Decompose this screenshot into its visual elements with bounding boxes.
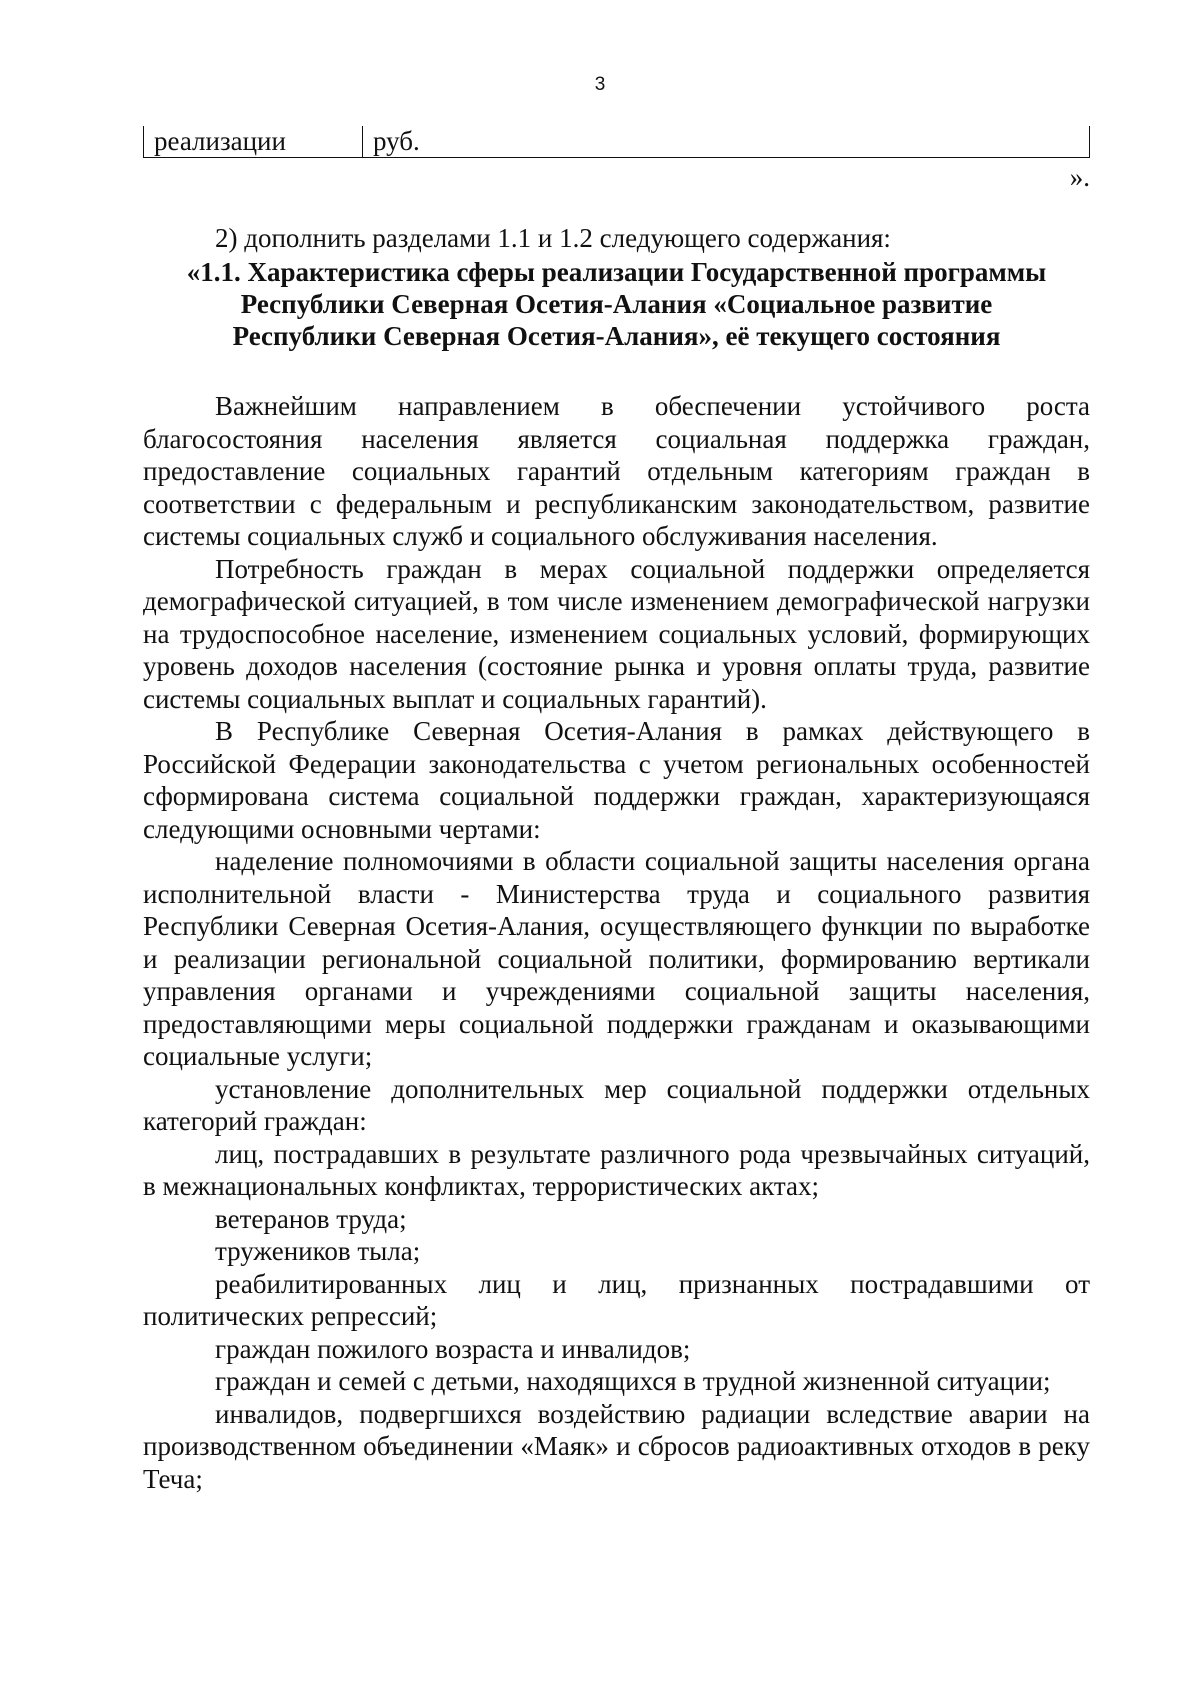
list-item: реабилитированных лиц и лиц, признанных пострадавшими от политических репрессий; <box>143 1268 1090 1331</box>
page-number: 3 <box>594 74 606 95</box>
table-cell-left: реализации <box>144 126 363 158</box>
table-row <box>144 126 1090 158</box>
list-item: лиц, пострадавших в результате различного рода чрезвычайных ситуаций, в межнациональных конфликтах, террористических актах; <box>143 1138 1090 1201</box>
closing-quote: ». <box>1069 162 1090 192</box>
section-heading-line: «1.1. Характеристика сферы реализации Государственной программы <box>186 257 1047 287</box>
section-heading-line: Республики Северная Осетия-Алания», её текущего состояния <box>232 321 1001 351</box>
paragraph: В Республике Северная Осетия-Алания в рамках действующего в Российской Федерации законодательства с учетом региональных особенностей сформирована система социальной поддержки граждан, характеризующаяся следующими основными чертами: <box>143 716 1090 844</box>
section-heading-line: Республики Северная Осетия-Алания «Социальное развитие <box>240 289 993 319</box>
section-heading <box>143 256 1090 352</box>
paragraph: наделение полномочиями в области социальной защиты населения органа исполнительной власти - Министерства труда и социального развития Республики Северная Осетия-Алания, осуществляющего функции по выработке и реализации региональной социальной политики, формированию вертикали управления органами и учреждениями социальной защиты населения, предоставляющими меры социальной поддержки гражданам и оказывающими социальные услуги; <box>143 846 1090 1071</box>
paragraph: установление дополнительных мер социальной поддержки отдельных категорий граждан: <box>143 1073 1090 1136</box>
list-item: граждан и семей с детьми, находящихся в трудной жизненной ситуации; <box>215 1366 1051 1396</box>
list-item: инвалидов, подвергшихся воздействию радиации вследствие аварии на производственном объединении «Маяк» и сбросов радиоактивных отходов в реку Теча; <box>143 1398 1090 1494</box>
paragraph: Потребность граждан в мерах социальной поддержки определяется демографической ситуацией, в том числе изменением демографической нагрузки на трудоспособное население, изменением социальных условий, формирующих уровень доходов населения (состояние рынка и уровня оплаты труда, развитие системы социальных выплат и социальных гарантий). <box>143 553 1090 714</box>
body-text <box>143 390 1090 1495</box>
table-fragment <box>143 126 1090 158</box>
list-item: ветеранов труда; <box>215 1203 407 1234</box>
table-cell-right: руб. <box>363 126 1090 158</box>
amendment-intro: 2) дополнить разделами 1.1 и 1.2 следующего содержания: <box>215 223 891 253</box>
list-item: тружеников тыла; <box>215 1236 421 1266</box>
paragraph: Важнейшим направлением в обеспечении устойчивого роста благосостояния населения является социальная поддержка граждан, предоставление социальных гарантий отдельным категориям граждан в соответствии с федеральным и республиканским законодательством, развитие системы социальных служб и социального обслуживания населения. <box>143 391 1090 551</box>
list-item: граждан пожилого возраста и инвалидов; <box>215 1333 691 1364</box>
